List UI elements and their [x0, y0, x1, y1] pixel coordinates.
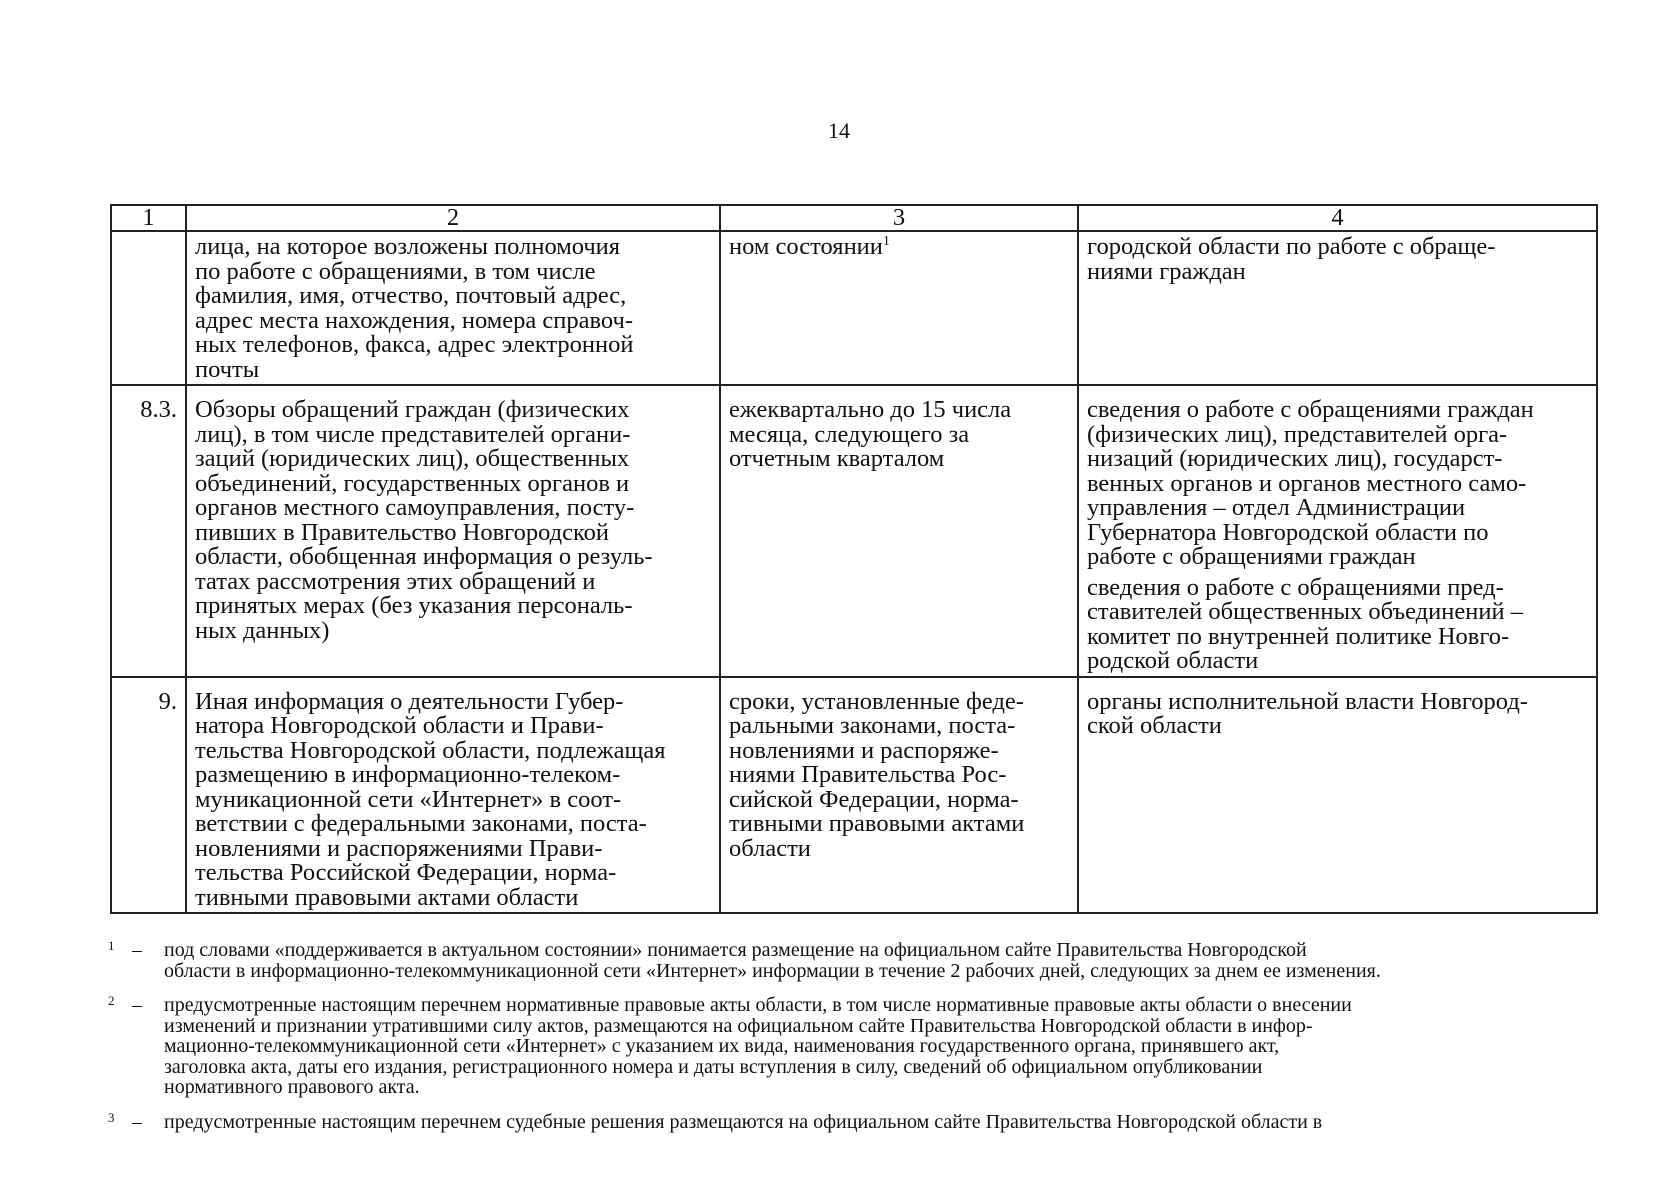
footnote-line: под словами «поддерживается в актуальном состоянии» понимается размещение на официальном сайте Правительства Новгородской: [164, 939, 1307, 961]
page-number: 14: [828, 118, 850, 143]
cell-text-line: муникационной сети «Интернет» в соот-: [195, 785, 622, 813]
cell-text-line: тивными правовыми актами области: [195, 883, 579, 911]
table-row: [111, 677, 1597, 914]
cell-text-line: татах рассмотрения этих обращений и: [195, 567, 596, 595]
cell-text-line: сроки, установленные феде-: [729, 687, 1024, 715]
info-description-cell: [186, 385, 720, 677]
cell-text-line: ральными законами, поста-: [729, 712, 1016, 739]
footnote-line: области в информационно-телекоммуникационной сети «Интернет» информации в течение 2 рабочих дней, следующих за днем ее изменения.: [164, 959, 1381, 982]
cell-text-line: органы исполнительной власти Новгород-: [1087, 687, 1528, 715]
cell-text-line: новлениями и распоряже-: [729, 736, 999, 764]
cell-text-line: области, обобщенная информация о резуль-: [195, 543, 653, 570]
cell-text-line: сведения о работе с обращениями граждан: [1087, 396, 1534, 423]
footnote-line: заголовка акта, даты его издания, регистрационного номера и даты вступления в силу, сведений об официальном опубликовании: [164, 1055, 1263, 1078]
responsible-cell: [1078, 677, 1597, 914]
footnotes: [108, 940, 1598, 1146]
cell-text-line: городской области по работе с обраще-: [1087, 233, 1496, 260]
responsible-cell: [1078, 231, 1597, 385]
cell-text-line: Иная информация о деятельности Губер-: [195, 687, 624, 715]
column-header: 2: [186, 205, 720, 231]
cell-text-line: лица, на которое возложены полномочия: [195, 233, 621, 260]
row-number: 9.: [111, 677, 186, 914]
cell-text-line: ниями граждан: [1087, 257, 1246, 285]
cell-text-line: принятых мерах (без указания персональ-: [195, 592, 633, 619]
cell-text-line: тельства Новгородской области, подлежащая: [195, 736, 666, 764]
footnote-mark: 2: [108, 993, 115, 1008]
cell-text-line: натора Новгородской области и Прави-: [195, 712, 604, 739]
info-description-cell: [186, 231, 720, 385]
cell-text-line: управления – отдел Администрации: [1087, 494, 1466, 521]
cell-text-line: венных органов и органов местного само-: [1087, 469, 1527, 497]
data-table: [110, 204, 1598, 914]
cell-text-line: размещению в информационно-телеком-: [195, 761, 621, 788]
footnote-mark: 3: [108, 1109, 115, 1125]
deadline-cell: [720, 677, 1078, 914]
column-header: 1: [111, 205, 186, 231]
footnote-1: [108, 940, 1598, 981]
table-header-row: [111, 205, 1597, 231]
footnote-mark: 1: [108, 938, 115, 953]
footnote-line: предусмотренные настоящим перечнем нормативные правовые акты области, в том числе нормативные правовые акты области о внесении: [164, 994, 1352, 1016]
footnote-line: мационно-телекоммуникационной сети «Интернет» с указанием их вида, наименования государственного органа, принявшего акт,: [164, 1035, 1280, 1057]
column-header: 4: [1078, 205, 1597, 231]
column-header: 3: [720, 205, 1078, 231]
cell-text-line: месяца, следующего за: [729, 420, 970, 448]
footnote-3: [108, 1109, 1598, 1133]
cell-text-line: ставителей общественных объединений –: [1087, 598, 1523, 625]
cell-text-line: ветствии с федеральными законами, поста-: [195, 810, 647, 837]
cell-text-line: родской области: [1087, 647, 1259, 674]
cell-text-line: ных данных): [195, 616, 330, 644]
cell-text-line: Губернатора Новгородской области по: [1087, 518, 1489, 546]
cell-text-line: тивными правовыми актами: [729, 810, 1025, 837]
footnote-line: предусмотренные настоящим перечнем судебные решения размещаются на официальном сайте Правительства Новгородской области в: [164, 1110, 1323, 1133]
footnote-line: нормативного правового акта.: [164, 1076, 420, 1098]
cell-text: ном состоянии: [729, 233, 883, 260]
row-number: [111, 231, 186, 385]
cell-text-line: Обзоры обращений граждан (физических: [195, 396, 630, 423]
cell-text-line: фамилия, имя, отчество, почтовый адрес,: [195, 282, 627, 309]
cell-text-line: по работе с обращениями, в том числе: [195, 257, 596, 285]
cell-text-line: сийской Федерации, норма-: [729, 785, 1019, 813]
footnote-reference[interactable]: 1: [882, 233, 890, 249]
footnote-dash: –: [132, 1110, 142, 1133]
cell-text-line: области: [729, 834, 811, 862]
cell-text-line: тельства Российской Федерации, норма-: [195, 859, 617, 886]
cell-text-line: объединений, государственных органов и: [195, 469, 630, 497]
deadline-cell: [720, 231, 1078, 385]
responsible-cell: [1078, 385, 1597, 677]
footnote-2: [108, 995, 1598, 1098]
cell-text-line: низаций (юридических лиц), государст-: [1087, 445, 1503, 472]
cell-text-line: сведения о работе с обращениями пред-: [1087, 573, 1504, 601]
cell-text-line: новлениями и распоряжениями Прави-: [195, 834, 603, 862]
cell-text-line: органов местного самоуправления, посту-: [195, 494, 635, 521]
cell-text-line: (физических лиц), представителей орга-: [1087, 420, 1508, 448]
row-number: 8.3.: [111, 385, 186, 677]
info-description-cell: [186, 677, 720, 914]
cell-text-line: ской области: [1087, 712, 1222, 739]
deadline-cell: [720, 385, 1078, 677]
cell-text-line: комитет по внутренней политике Новго-: [1087, 622, 1510, 650]
cell-text-line: отчетным кварталом: [729, 445, 945, 472]
footnote-dash: –: [132, 994, 142, 1016]
cell-text-line: ниями Правительства Рос-: [729, 761, 1007, 788]
cell-text-line: ежеквартально до 15 числа: [729, 396, 1012, 423]
footnote-line: изменений и признании утратившими силу актов, размещаются на официальном сайте Правительства Новгородской области в инфор-: [164, 1014, 1313, 1037]
cell-text-line: заций (юридических лиц), общественных: [195, 445, 630, 472]
cell-text-line: адрес места нахождения, номера справоч-: [195, 306, 634, 334]
table-row: [111, 231, 1597, 385]
cell-text-line: ных телефонов, факса, адрес электронной: [195, 331, 634, 358]
cell-text-line: лиц), в том числе представителей органи-: [195, 420, 631, 448]
cell-text-line: [729, 235, 1069, 260]
cell-text-line: работе с обращениями граждан: [1087, 543, 1416, 570]
cell-text-line: почты: [195, 355, 260, 383]
cell-text-line: пивших в Правительство Новгородской: [195, 518, 610, 546]
footnote-dash: –: [132, 939, 142, 961]
table-row: [111, 385, 1597, 677]
